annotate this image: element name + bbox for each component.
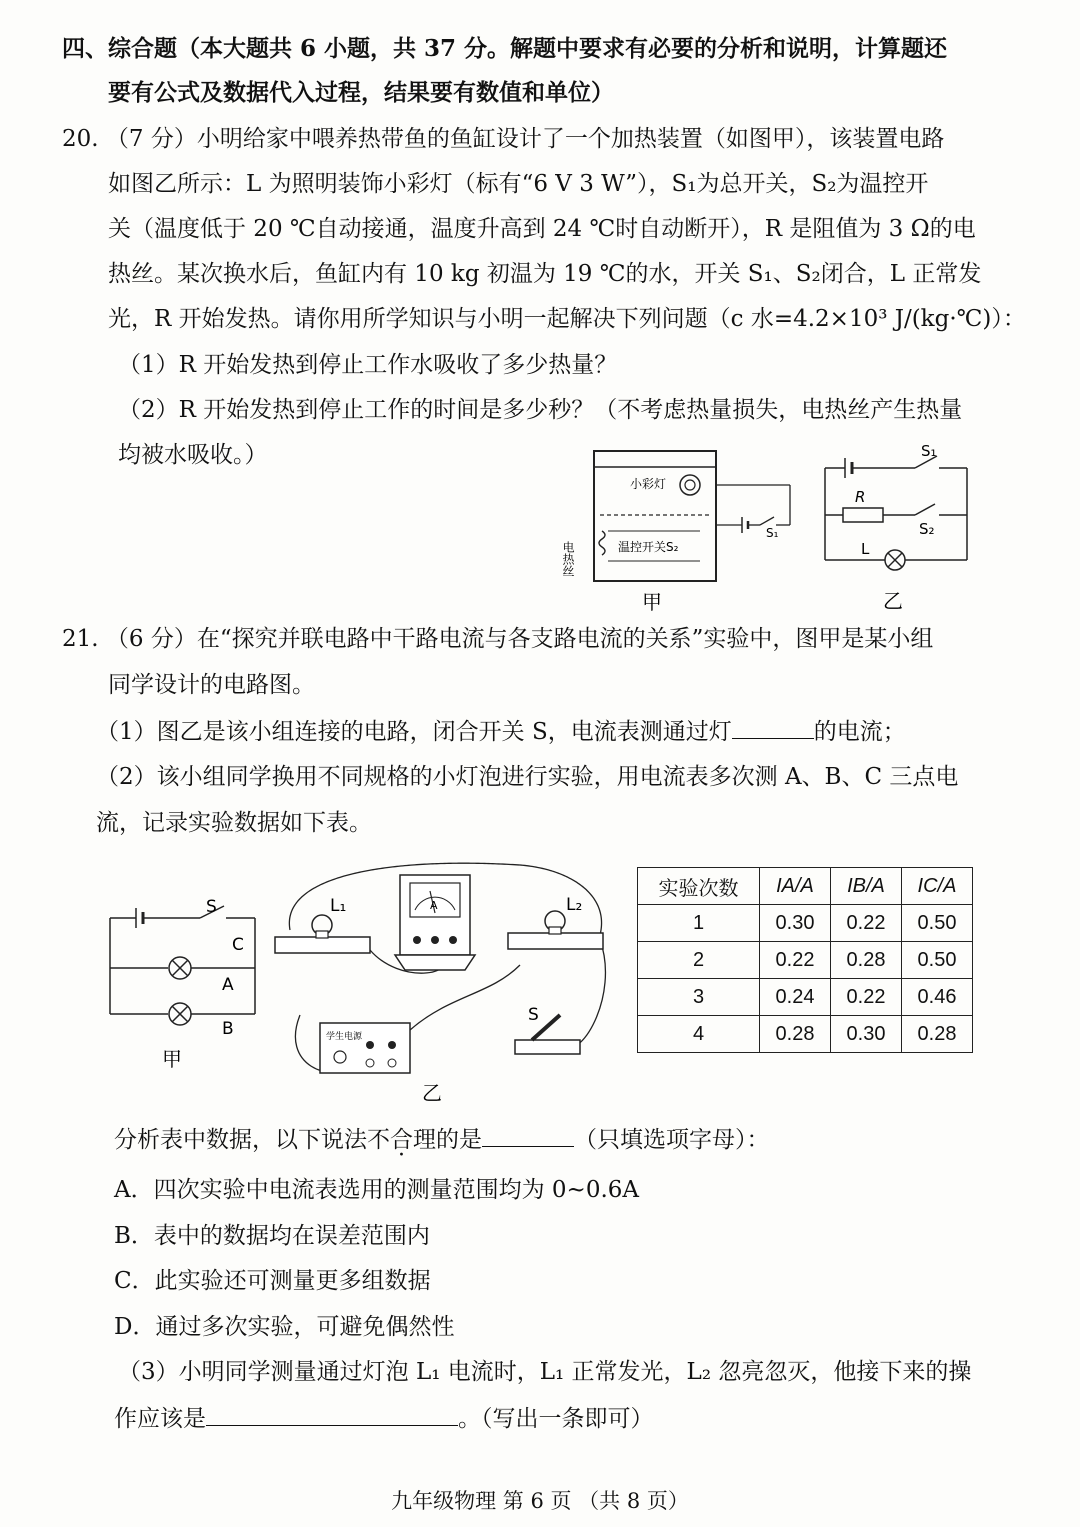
fig-jia-caption: 甲	[162, 1047, 182, 1071]
q20-line1: 20. （7 分）小明给家中喂养热带鱼的鱼缸设计了一个加热装置（如图甲），该装置电路	[62, 126, 945, 152]
table-header: IB/A	[831, 868, 902, 905]
q20-line3: 关（温度低于 20 ℃自动接通，温度升高到 24 ℃时自动断开），R 是阻值为 3 Ω的电	[108, 216, 976, 242]
q21-analysis-mid: 的是	[436, 1127, 482, 1153]
heater-label: 电热丝	[561, 541, 575, 577]
table-header: 实验次数	[638, 868, 760, 905]
l1-label: L₁	[330, 896, 347, 916]
table-header: IC/A	[902, 868, 973, 905]
table-cell: 0.22	[831, 979, 902, 1016]
data-table	[637, 867, 973, 1053]
table-cell: 0.22	[831, 905, 902, 942]
s-label: S	[206, 897, 217, 917]
q21-sub1-pre: （1）图乙是该小组连接的电路，闭合开关 S，电流表测通过灯	[96, 719, 732, 745]
s2-label: S₂	[919, 520, 935, 538]
q21-sub1-blank[interactable]	[732, 716, 814, 739]
table-cell: 4	[638, 1016, 760, 1053]
table-cell: 0.28	[902, 1016, 973, 1053]
q20-line2: 如图乙所示：L 为照明装饰小彩灯（标有“6 V 3 W”），S₁为总开关，S₂为温控开	[108, 171, 929, 197]
table-header: IA/A	[760, 868, 831, 905]
svg-text:A: A	[430, 899, 438, 912]
option-a: A．四次实验中电流表选用的测量范围均为 0~0.6A	[114, 1177, 640, 1203]
q21-analysis-post: （只填选项字母）：	[574, 1127, 770, 1153]
l-label: L	[861, 540, 870, 558]
table-cell: 1	[638, 905, 760, 942]
q20-sub2-line1: （2）R 开始发热到停止工作的时间是多少秒？（不考虑热量损失，电热丝产生热量	[118, 397, 963, 423]
lamp-icon	[680, 475, 700, 495]
q20-line4: 热丝。某次换水后，鱼缸内有 10 kg 初温为 19 ℃的水，开关 S₁、S₂闭合，L 正常发	[108, 261, 982, 287]
table-cell: 0.50	[902, 942, 973, 979]
a-label: A	[222, 975, 234, 995]
heater-coil-icon	[599, 531, 605, 555]
lamp-l1-icon	[275, 937, 370, 953]
table-cell: 0.28	[760, 1016, 831, 1053]
q20-figure-yi	[815, 440, 985, 615]
table-cell: 0.30	[760, 905, 831, 942]
lamp-label: 小彩灯	[630, 477, 667, 491]
s-label: S	[528, 1005, 539, 1025]
c-label: C	[232, 935, 244, 955]
q21-analysis-pre: 分析表中数据，以下说法	[114, 1127, 367, 1153]
q21-sub3-line1: （3）小明同学测量通过灯泡 L₁ 电流时，L₁ 正常发光，L₂ 忽亮忽灭，他接下来的操	[118, 1359, 972, 1385]
option-b: B．表中的数据均在误差范围内	[114, 1223, 430, 1249]
q20-figure-jia	[560, 445, 800, 615]
table-row	[638, 1016, 973, 1053]
table-cell: 0.50	[902, 905, 973, 942]
b-label: B	[222, 1019, 234, 1039]
q21-figure-yi	[270, 855, 615, 1110]
q21-sub3-pre: 作应该是	[114, 1406, 206, 1432]
q20-sub2-line2: 均被水吸收。）	[118, 442, 268, 468]
table-cell: 0.30	[831, 1016, 902, 1053]
table-cell: 0.22	[760, 942, 831, 979]
power-supply-icon	[320, 1023, 410, 1073]
table-row	[638, 905, 973, 942]
q21-line1: 21. （6 分）在“探究并联电路中干路电流与各支路电流的关系”实验中，图甲是某小组	[62, 626, 934, 652]
table-row	[638, 942, 973, 979]
q21-analysis-blank[interactable]	[482, 1124, 574, 1147]
q21-sub2-line2: 流，记录实验数据如下表。	[96, 810, 372, 836]
q21-sub1-post: 的电流；	[813, 719, 906, 745]
thermo-switch-label: 温控开关S₂	[618, 540, 679, 554]
l2-label: L₂	[566, 895, 583, 915]
resistor-icon	[843, 508, 883, 522]
fig-yi-caption: 乙	[422, 1081, 442, 1105]
switch-s1-icon	[760, 517, 774, 525]
q21-sub3-line2	[114, 1403, 654, 1434]
table-cell: 0.24	[760, 979, 831, 1016]
q20-line5: 光，R 开始发热。请你用所学知识与小明一起解决下列问题（c 水=4.2×10³ J/(kg·℃)）：	[108, 306, 1026, 332]
fig-yi-caption: 乙	[883, 589, 903, 613]
page-footer: 九年级物理 第 6 页 （共 8 页）	[391, 1489, 689, 1513]
table-header-row	[638, 868, 973, 905]
option-c: C．此实验还可测量更多组数据	[114, 1268, 431, 1294]
q20-sub1: （1）R 开始发热到停止工作水吸收了多少热量？	[118, 352, 618, 378]
q21-line2: 同学设计的电路图。	[108, 672, 315, 698]
switch-s2-icon	[915, 504, 935, 515]
table-cell: 0.28	[831, 942, 902, 979]
section-title-line2: 要有公式及数据代入过程，结果要有数值和单位）	[108, 79, 614, 106]
switch-s-icon	[515, 1040, 580, 1054]
fig-jia-caption: 甲	[642, 590, 662, 614]
q21-sub3-blank[interactable]	[206, 1403, 458, 1426]
s1-label: S₁	[766, 526, 779, 540]
q21-analysis-emph: 不合理	[367, 1127, 436, 1153]
q21-analysis	[114, 1124, 770, 1155]
table-cell: 3	[638, 979, 760, 1016]
q21-sub1	[96, 716, 906, 747]
option-d: D．通过多次实验，可避免偶然性	[114, 1314, 455, 1340]
s1-label: S₁	[921, 442, 937, 460]
table-cell: 0.46	[902, 979, 973, 1016]
table-row	[638, 979, 973, 1016]
q21-sub3-post: 。（写出一条即可）	[458, 1406, 654, 1432]
q21-figure-jia	[100, 890, 270, 1075]
section-title-line1: 四、综合题（本大题共 6 小题，共 37 分。解题中要求有必要的分析和说明，计算题还	[62, 35, 948, 62]
q21-sub2-line1: （2）该小组同学换用不同规格的小灯泡进行实验，用电流表多次测 A、B、C 三点电	[96, 764, 959, 790]
r-label: R	[855, 488, 866, 506]
table-cell: 2	[638, 942, 760, 979]
power-label: 学生电源	[326, 1032, 363, 1042]
lamp-l2-icon	[508, 933, 603, 949]
